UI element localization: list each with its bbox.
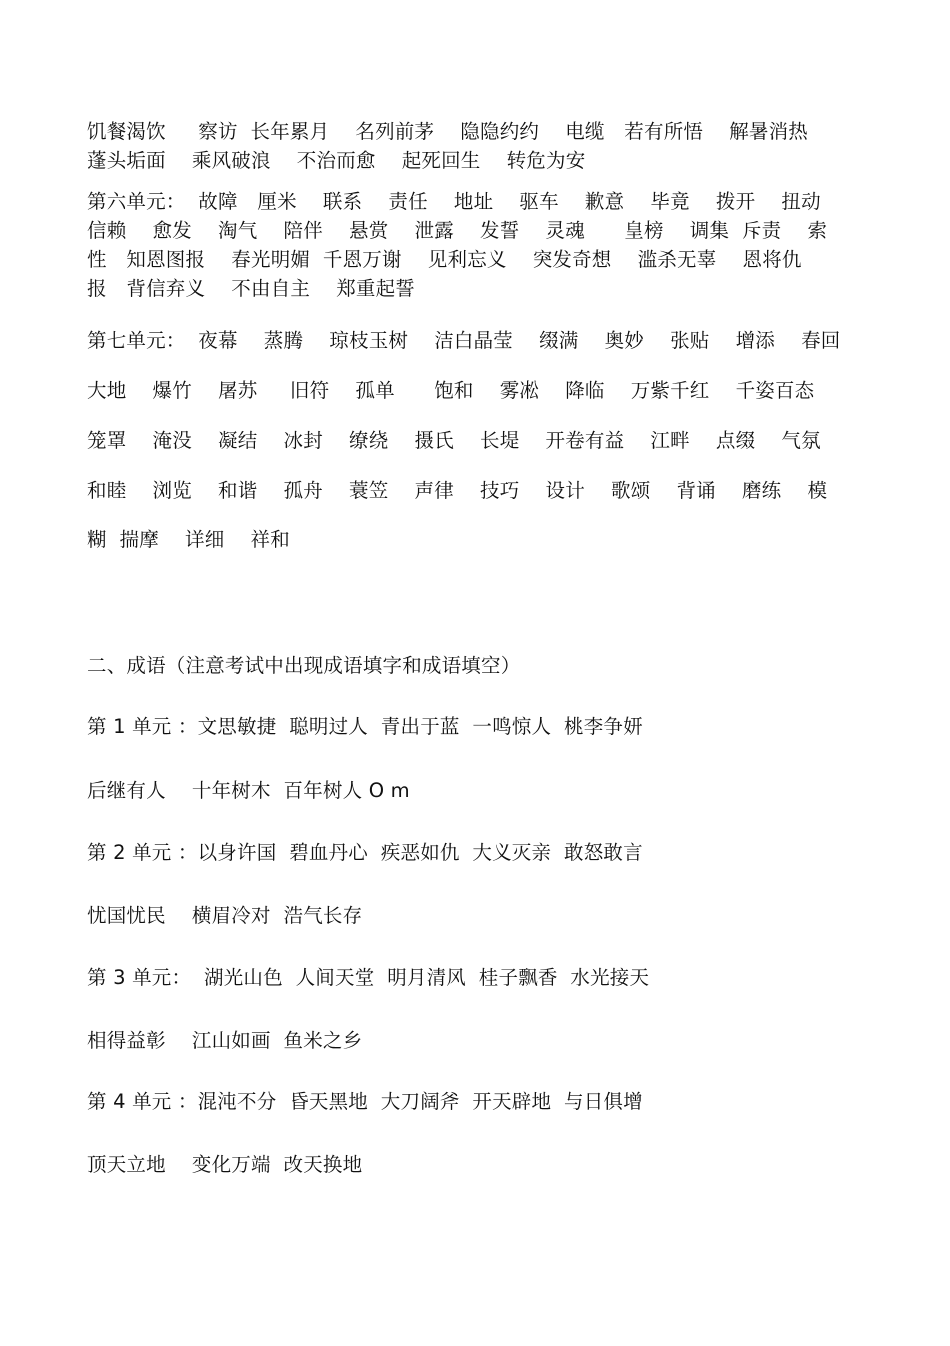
text-line: 报 背信弃义 不由自主 郑重起誓	[87, 277, 415, 300]
text-line: 信赖 愈发 淘气 陪伴 悬赏 泄露 发誓 灵魂 皇榜 调集 斥责 索	[87, 219, 828, 242]
text-line: 笼罩 淹没 凝结 冰封 缭绕 摄氏 长堤 开卷有益 江畔 点缀 气氛	[87, 429, 821, 452]
text-line: 大地 爆竹 屠苏 旧符 孤单 饱和 雾凇 降临 万紫千红 千姿百态	[87, 379, 815, 402]
text-line: 第七单元： 夜幕 蒸腾 琼枝玉树 洁白晶莹 缀满 奥妙 张贴 增添 春回	[87, 329, 841, 352]
text-line: 顶天立地 变化万端 改天换地	[87, 1153, 363, 1176]
text-line: 第六单元： 故障 厘米 联系 责任 地址 驱车 歉意 毕竟 拨开 扭动	[87, 190, 821, 213]
text-line: 性 知恩图报 春光明媚 千恩万谢 见利忘义 突发奇想 滥杀无辜 恩将仇	[87, 248, 802, 271]
text-line: 第 3 单元： 湖光山色 人间天堂 明月清风 桂子飘香 水光接天	[87, 966, 650, 989]
text-line: 后继有人 十年树木 百年树人 O m	[87, 779, 410, 802]
text-line: 饥餐渴饮 察访 长年累月 名列前茅 隐隐约约 电缆 若有所悟 解暑消热	[87, 120, 808, 143]
text-line: 第 4 单元 ：混沌不分 昏天黑地 大刀阔斧 开天辟地 与日俱增	[87, 1090, 643, 1113]
text-line: 忧国忧民 横眉冷对 浩气长存	[87, 904, 363, 927]
text-line: 和睦 浏览 和谐 孤舟 蓑笠 声律 技巧 设计 歌颂 背诵 磨练 模	[87, 479, 828, 502]
section-heading: 二、成语（注意考试中出现成语填字和成语填空）	[87, 654, 521, 677]
text-line: 蓬头垢面 乘风破浪 不治而愈 起死回生 转危为安	[87, 149, 586, 172]
text-line: 相得益彰 江山如画 鱼米之乡	[87, 1029, 363, 1052]
text-line: 第 1 单元 ：文思敏捷 聪明过人 青出于蓝 一鸣惊人 桃李争妍	[87, 715, 643, 738]
text-line: 糊 揣摩 详细 祥和	[87, 528, 290, 551]
text-line: 第 2 单元 ：以身许国 碧血丹心 疾恶如仇 大义灭亲 敢怒敢言	[87, 841, 643, 864]
